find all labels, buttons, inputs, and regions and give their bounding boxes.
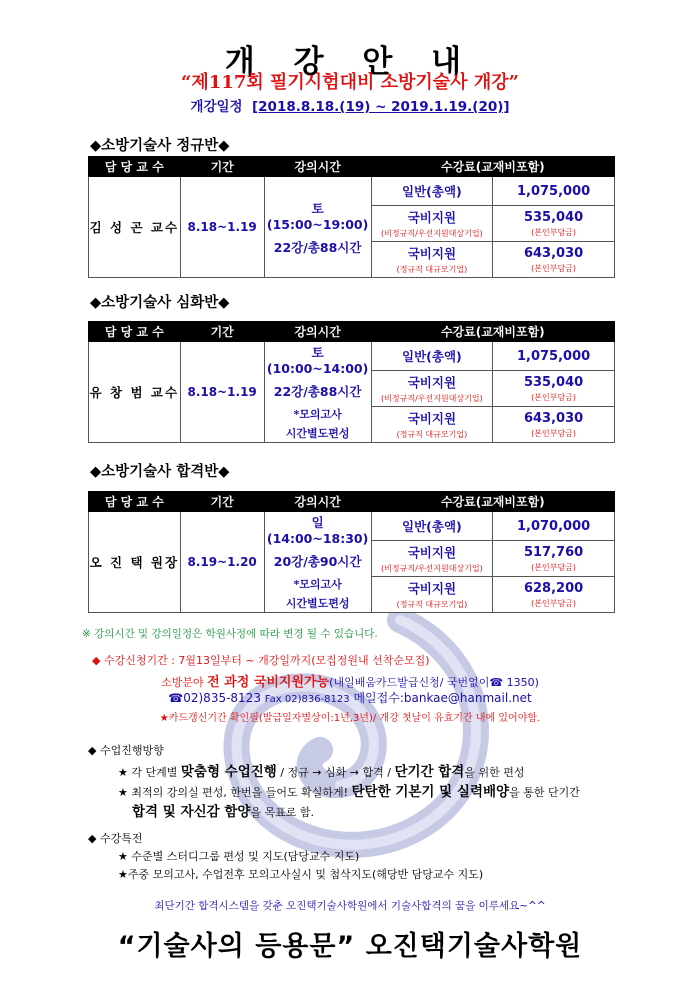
- fee-type-support-a-label: 국비지원: [407, 545, 457, 560]
- fee-type-support-b-note: (정규직 대규모기업): [396, 265, 468, 274]
- section-title: ◆소방기술사 심화반◆: [90, 295, 230, 311]
- fee-support-a-value: 517,760: [523, 544, 584, 560]
- fee-general: [493, 512, 615, 541]
- benefit-item-1: ★ 수준별 스터디그룹 편성 및 지도(담당교수 지도): [118, 850, 360, 863]
- footer-message: 최단기간 합격시스템을 갖춘 오진택기술사학원에서 기술사합격의 꿈을 이루세요~^^: [154, 900, 546, 912]
- time-line-2: 20강/총90시간: [273, 554, 362, 569]
- header-fee: 수강료(교재비포함): [371, 492, 614, 512]
- header-professor: 담 당 교 수: [89, 157, 181, 177]
- time-line-1: 토(10:00~14:00): [266, 345, 369, 376]
- benefit-item-2: ★주중 모의고사, 수업전후 모의고사실시 및 첨삭지도(해당반 담당교수 지도): [118, 868, 484, 881]
- time-line-1: 일(14:00~18:30): [266, 515, 369, 546]
- fee-support-b: [493, 577, 615, 613]
- email[interactable]: 메일접수:bankae@hanmail.net: [353, 691, 532, 705]
- header-time: 강의시간: [264, 322, 371, 342]
- fee-type-support-b-label: 국비지원: [407, 246, 457, 261]
- fee-support-a-value: 535,040: [523, 209, 584, 225]
- fee-type-support-a-note: (비정규직/우선지원대상기업): [381, 564, 483, 573]
- fee-type-support-b: [371, 577, 493, 613]
- fee-general-value: 1,075,000: [516, 183, 591, 199]
- time-note-1: *모의고사: [293, 408, 342, 421]
- progress-item-3: [132, 800, 314, 820]
- fee-type-support-a-label: 국비지원: [407, 210, 457, 225]
- fee-type-general: [371, 342, 493, 371]
- schedule: [0, 95, 700, 115]
- period: 8.18~1.19: [180, 177, 264, 278]
- progress-item-2-b: 탄탄한 기본기 및 실력배양: [351, 784, 510, 800]
- progress-item-1-b: 맞춤형 수업진행: [180, 764, 277, 780]
- self-pay-note: (본인부담금): [531, 392, 577, 402]
- section-title: ◆소방기술사 정규반◆: [90, 138, 230, 154]
- fee-type-support-b: [371, 242, 493, 278]
- progress-heading: ◆ 수업진행방향: [88, 744, 164, 757]
- progress-item-1-e: 을 위한 편성: [464, 766, 525, 779]
- progress-item-2-c: 을 통한 단기간: [509, 786, 580, 799]
- schedule-change-notice: ※ 강의시간 및 강의일정은 학원사정에 따라 변경 될 수 있습니다.: [82, 628, 378, 640]
- fee-support-a-value: 535,040: [523, 374, 584, 390]
- progress-item-3-a: 합격 및 자신감 함양: [132, 804, 251, 820]
- fee-type-support-b-note: (정규직 대규모기업): [396, 430, 468, 439]
- header-fee: 수강료(교재비포함): [371, 157, 614, 177]
- progress-item-1-d: 단기간 합격: [394, 764, 465, 780]
- application-period: ◆ 수강신청기간 : 7월13일부터 ~ 개강일까지(모집정원내 선착순모집): [92, 654, 430, 667]
- fee-general: [493, 342, 615, 371]
- fee-type-support-b-label: 국비지원: [407, 581, 457, 596]
- fee-support-b-value: 643,030: [523, 245, 584, 261]
- fee-type-support-b-note: (정규직 대규모기업): [396, 600, 468, 609]
- header-period: 기간: [180, 492, 264, 512]
- self-pay-note: (본인부담금): [531, 263, 577, 273]
- lecture-time: [264, 342, 371, 443]
- progress-item-3-b: 을 목표로 함.: [250, 806, 315, 819]
- fee-type-general-label: 일반(총액): [402, 184, 462, 199]
- fee-support-b: [493, 242, 615, 278]
- self-pay-note: (본인부담금): [531, 227, 577, 237]
- card-renewal-note: ★카드갱신기간 확인필(발급일자별상이:1년,3년)/ 개강 첫날이 유효기간 내에 있어야함.: [159, 713, 541, 724]
- header-period: 기간: [180, 157, 264, 177]
- fee-support-b-value: 643,030: [523, 410, 584, 426]
- time-line-1: 토(15:00~19:00): [266, 200, 369, 232]
- support-prefix: 소방분야: [161, 676, 208, 689]
- self-pay-note: (본인부담금): [531, 428, 577, 438]
- course-table: [88, 156, 615, 278]
- time-line-2: 22강/총88시간: [273, 384, 362, 399]
- fee-type-support-a-label: 국비지원: [407, 375, 457, 390]
- self-pay-note: (본인부담금): [531, 562, 577, 572]
- fee-type-support-a-note: (비정규직/우선지원대상기업): [381, 394, 483, 403]
- fee-type-support-a-note: (비정규직/우선지원대상기업): [381, 229, 483, 238]
- fee-type-support-b-label: 국비지원: [407, 411, 457, 426]
- phone[interactable]: ☎02)835-8123: [168, 691, 261, 705]
- section-title: ◆소방기술사 합격반◆: [90, 464, 230, 480]
- progress-item-1-a: ★ 각 단계별: [118, 766, 181, 779]
- header-time: 강의시간: [264, 492, 371, 512]
- fee-type-support-a: [371, 371, 493, 407]
- progress-item-2-a: ★ 최적의 강의실 편성, 한번을 들어도 확실하게!: [118, 786, 352, 799]
- fee-type-general: [371, 512, 493, 541]
- course-table: [88, 321, 615, 443]
- fee-general: [493, 177, 615, 206]
- fee-support-b-value: 628,200: [523, 580, 584, 596]
- fee-type-support-a: [371, 206, 493, 242]
- course-table: [88, 491, 615, 613]
- progress-item-2: [118, 780, 580, 800]
- time-note-2: 시간별도편성: [285, 597, 350, 610]
- fee-support-a: [493, 206, 615, 242]
- support-bold: 전 과정 국비지원가능: [207, 675, 330, 690]
- fee-type-general: [371, 177, 493, 206]
- time-line-2: 22강/총88시간: [273, 239, 362, 255]
- fee-type-general-label: 일반(총액): [402, 519, 462, 534]
- fee-support-a: [493, 371, 615, 407]
- header-time: 강의시간: [264, 157, 371, 177]
- fee-type-support-a: [371, 541, 493, 577]
- header-period: 기간: [180, 322, 264, 342]
- page-subtitle: “제117회 필기시험대비 소방기술사 개강”: [181, 72, 519, 93]
- period: 8.18~1.19: [180, 342, 264, 443]
- fee-general-value: 1,075,000: [516, 348, 591, 364]
- progress-item-1-c: / 정규 → 심화 → 합격 /: [276, 766, 395, 779]
- fee-type-general-label: 일반(총액): [402, 349, 462, 364]
- professor: 김 성 곤 교수: [89, 177, 181, 278]
- professor: 오 진 택 원장: [89, 512, 181, 613]
- progress-item-1: [118, 760, 524, 780]
- header-professor: 담 당 교 수: [89, 322, 181, 342]
- time-note-2: 시간별도편성: [285, 427, 350, 440]
- fee-support-b: [493, 407, 615, 443]
- page-title: 개 강 안 내: [224, 44, 476, 80]
- time-note-1: *모의고사: [293, 578, 342, 591]
- contact-info: [0, 689, 700, 706]
- self-pay-note: (본인부담금): [531, 598, 577, 608]
- lecture-time: [264, 177, 371, 278]
- schedule-range: [2018.8.18.(19) ~ 2019.1.19.(20)]: [251, 99, 510, 115]
- lecture-time: [264, 512, 371, 613]
- fee-support-a: [493, 541, 615, 577]
- fee-type-support-b: [371, 407, 493, 443]
- fee-general-value: 1,070,000: [516, 518, 591, 534]
- period: 8.19~1.20: [180, 512, 264, 613]
- professor: 유 창 범 교수: [89, 342, 181, 443]
- support-detail: (내일배움카드발급신청/ 국번없이☎ 1350): [329, 676, 539, 689]
- header-fee: 수강료(교재비포함): [371, 322, 614, 342]
- support-info: [0, 671, 700, 690]
- footer-slogan: “기술사의 등용문” 오진택기술사학원: [117, 931, 583, 962]
- header-professor: 담 당 교 수: [89, 492, 181, 512]
- benefits-heading: ◆ 수강특전: [88, 832, 143, 845]
- fax: Fax 02)836-8123: [264, 694, 350, 705]
- schedule-label: 개강일정: [190, 99, 243, 115]
